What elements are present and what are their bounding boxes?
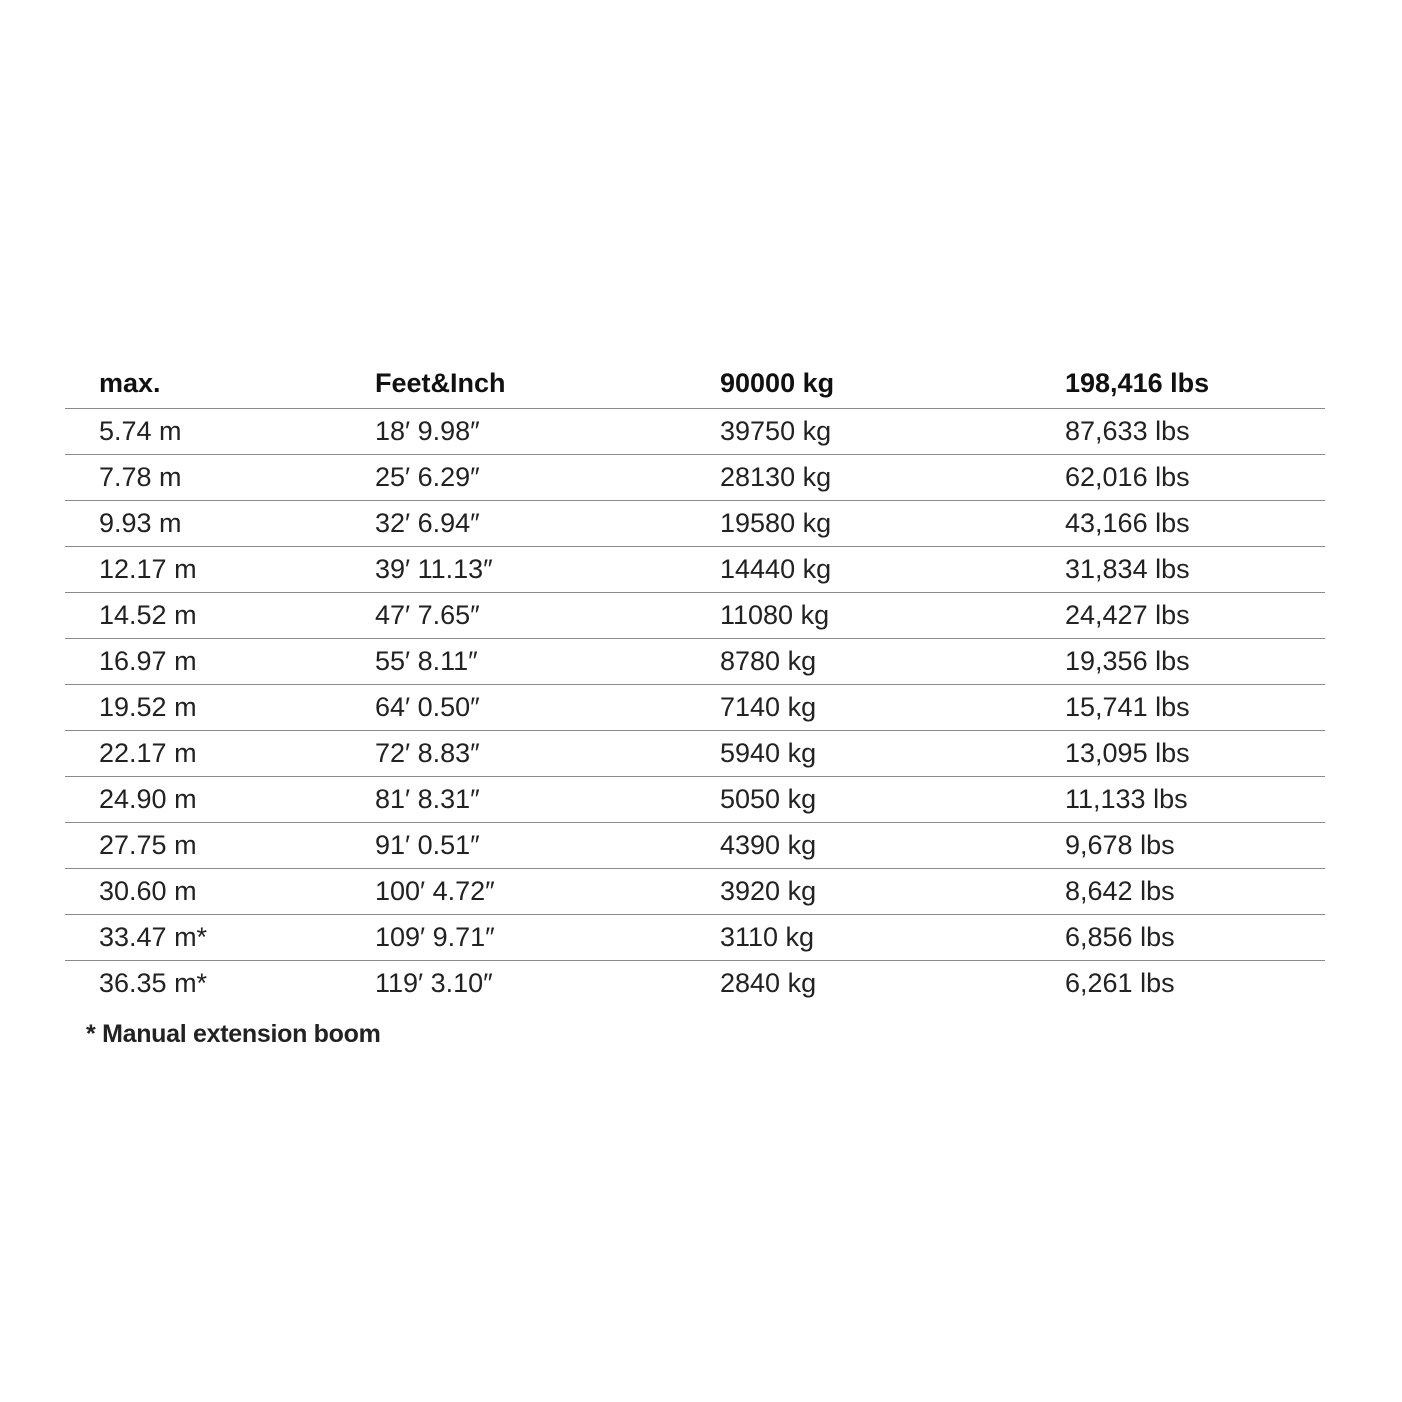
cell-lbs: 9,678 lbs [1031,823,1325,869]
cell-radius: 16.97 m [65,639,341,685]
table-row [65,685,1325,731]
table-row [65,915,1325,961]
cell-radius: 36.35 m* [99,968,208,998]
cell-radius: 33.47 m* [65,915,341,961]
cell-kg: 4390 kg [686,823,1031,869]
header-max: max. [65,358,341,409]
cell-kg: 39750 kg [686,409,1031,455]
cell-feet-inch: 119′ 3.10″ [375,968,493,998]
table-row [65,593,1325,639]
cell-radius: 24.90 m [65,777,341,823]
load-chart-table-container [65,358,1325,1006]
cell-kg: 7140 kg [686,685,1031,731]
cell-feet-inch: 55′ 8.11″ [341,639,686,685]
cell-feet-inch: 47′ 7.65″ [341,593,686,639]
table-header-row [65,358,1325,409]
cell-radius: 27.75 m [65,823,341,869]
header-feet-inch: Feet&Inch [341,358,686,409]
cell-feet-inch: 91′ 0.51″ [341,823,686,869]
cell-kg: 3110 kg [686,915,1031,961]
cell-kg: 5050 kg [686,777,1031,823]
cell-feet-inch: 81′ 8.31″ [341,777,686,823]
cell-kg: 28130 kg [686,455,1031,501]
cell-lbs: 62,016 lbs [1031,455,1325,501]
cell-kg: 8780 kg [686,639,1031,685]
header-lbs: 198,416 lbs [1031,358,1325,409]
cell-kg: 2840 kg [720,968,817,998]
cell-feet-inch: 100′ 4.72″ [341,869,686,915]
cell-lbs: 6,856 lbs [1031,915,1325,961]
table-row [65,501,1325,547]
cell-kg: 11080 kg [686,593,1031,639]
cell-lbs: 11,133 lbs [1031,777,1325,823]
cell-radius: 22.17 m [65,731,341,777]
table-row [65,731,1325,777]
cell-kg: 14440 kg [686,547,1031,593]
header-kg: 90000 kg [686,358,1031,409]
load-chart-table [65,358,1325,1006]
table-row [65,639,1325,685]
cell-radius: 12.17 m [65,547,341,593]
cell-lbs: 24,427 lbs [1031,593,1325,639]
cell-lbs: 19,356 lbs [1031,639,1325,685]
cell-radius: 5.74 m [65,409,341,455]
table-row [65,823,1325,869]
cell-lbs: 8,642 lbs [1031,869,1325,915]
cell-lbs: 6,261 lbs [1065,968,1175,998]
cell-feet-inch: 39′ 11.13″ [341,547,686,593]
cell-radius: 19.52 m [65,685,341,731]
cell-lbs: 87,633 lbs [1031,409,1325,455]
cell-lbs: 13,095 lbs [1031,731,1325,777]
cell-radius: 30.60 m [65,869,341,915]
table-row [65,409,1325,455]
cell-lbs: 15,741 lbs [1031,685,1325,731]
cell-feet-inch: 64′ 0.50″ [341,685,686,731]
table-body [65,409,1325,1007]
cell-feet-inch: 18′ 9.98″ [341,409,686,455]
cell-feet-inch: 72′ 8.83″ [341,731,686,777]
cell-feet-inch: 25′ 6.29″ [341,455,686,501]
footnote: * Manual extension boom [86,1020,381,1048]
table-row [65,455,1325,501]
cell-lbs: 43,166 lbs [1031,501,1325,547]
table-row [65,869,1325,915]
cell-radius: 14.52 m [65,593,341,639]
cell-radius: 7.78 m [65,455,341,501]
cell-feet-inch: 32′ 6.94″ [341,501,686,547]
table-row [65,777,1325,823]
cell-lbs: 31,834 lbs [1031,547,1325,593]
table-row [65,547,1325,593]
cell-radius: 9.93 m [65,501,341,547]
cell-kg: 19580 kg [686,501,1031,547]
cell-feet-inch: 109′ 9.71″ [341,915,686,961]
cell-kg: 5940 kg [686,731,1031,777]
table-row [65,961,1325,1007]
cell-kg: 3920 kg [686,869,1031,915]
